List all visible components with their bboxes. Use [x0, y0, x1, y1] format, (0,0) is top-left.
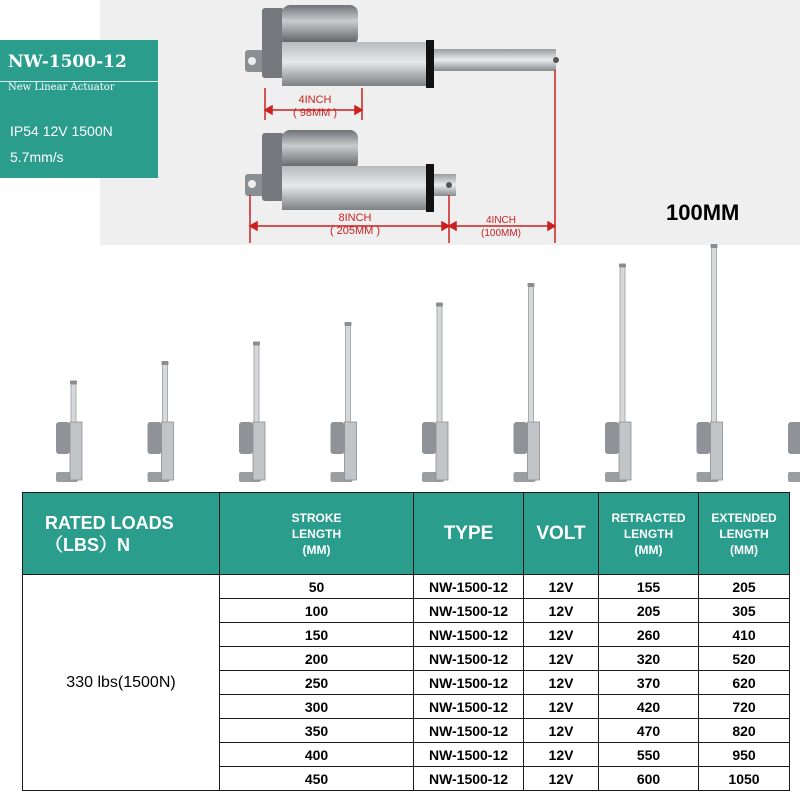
actuator-rod — [71, 383, 76, 423]
actuator-rod — [529, 285, 534, 422]
actuator-tube — [619, 422, 631, 480]
header-extended-length — [699, 493, 790, 575]
type-cell: NW-1500-12 — [414, 767, 524, 791]
extended-cell: 620 — [699, 671, 790, 695]
volt-cell: 12V — [524, 575, 599, 599]
type-cell: NW-1500-12 — [414, 671, 524, 695]
extended-cell: 305 — [699, 599, 790, 623]
extended-cell: 410 — [699, 623, 790, 647]
type-cell: NW-1500-12 — [414, 599, 524, 623]
header-text: (MM) — [730, 542, 758, 557]
volt-cell: 12V — [524, 623, 599, 647]
table-header-row — [23, 493, 790, 575]
extended-cell: 950 — [699, 743, 790, 767]
volt-cell: 12V — [524, 719, 599, 743]
actuator-tube — [711, 422, 723, 480]
type-cell: NW-1500-12 — [414, 623, 524, 647]
extended-cell: 205 — [699, 575, 790, 599]
actuator-rod — [437, 305, 442, 423]
header-rated-loads — [23, 493, 220, 575]
stroke-cell: 400 — [220, 743, 414, 767]
actuator-motor — [56, 422, 70, 454]
volt-cell: 12V — [524, 743, 599, 767]
header-text: LENGTH — [623, 526, 674, 541]
retracted-cell: 370 — [599, 671, 699, 695]
stroke-cell: 450 — [220, 767, 414, 791]
actuator-tube — [436, 422, 448, 480]
actuator-motor — [514, 422, 528, 454]
actuator-rod-end — [70, 381, 77, 385]
header-text: RATED LOADS — [45, 512, 174, 533]
retracted-cell: 550 — [599, 743, 699, 767]
actuator-rod-end — [711, 244, 718, 248]
dim-inch-text: 4INCH — [485, 215, 516, 226]
extended-cell: 520 — [699, 647, 790, 671]
stroke-cell: 250 — [220, 671, 414, 695]
type-cell: NW-1500-12 — [414, 719, 524, 743]
actuator-motor — [605, 422, 619, 454]
actuator-rod-end — [436, 303, 443, 307]
retracted-cell: 420 — [599, 695, 699, 719]
actuator-rod-end — [528, 283, 535, 287]
actuator-motor — [788, 422, 800, 454]
header-text: EXTENDED — [711, 510, 777, 525]
type-cell: NW-1500-12 — [414, 575, 524, 599]
actuator-mount — [788, 472, 800, 482]
header-stroke-length — [220, 493, 414, 575]
actuator-motor — [697, 422, 711, 454]
type-cell: NW-1500-12 — [414, 695, 524, 719]
dim-inch-text: 4INCH — [298, 94, 332, 106]
stroke-cell: 50 — [220, 575, 414, 599]
dim-inch-text: 8INCH — [338, 212, 372, 224]
header-text: （LBS）N — [45, 534, 130, 555]
retracted-cell: 205 — [599, 599, 699, 623]
volt-cell: 12V — [524, 671, 599, 695]
product-model-title: NW-1500-12 — [8, 52, 127, 72]
volt-cell: 12V — [524, 767, 599, 791]
stroke-cell: 350 — [220, 719, 414, 743]
table-row — [23, 575, 790, 599]
actuator-rod-end — [619, 264, 626, 268]
rated-load-cell: 330 lbs(1500N) — [23, 575, 220, 791]
actuator-tube — [528, 422, 540, 480]
header-retracted-length — [599, 493, 699, 575]
extended-cell: 720 — [699, 695, 790, 719]
spec-line: IP54 12V 1500N — [10, 123, 113, 139]
extended-cell: 820 — [699, 719, 790, 743]
spec-table — [22, 492, 790, 791]
volt-cell: 12V — [524, 599, 599, 623]
header-type: TYPE — [414, 493, 524, 575]
header-text: LENGTH — [719, 526, 769, 541]
header-text: STROKE — [291, 510, 342, 525]
stroke-size-label: 100MM — [666, 200, 740, 225]
actuator-tube — [70, 422, 82, 480]
type-cell: NW-1500-12 — [414, 743, 524, 767]
actuator-motor — [331, 422, 345, 454]
actuator-rod — [712, 246, 717, 422]
actuator-tube — [162, 422, 174, 480]
retracted-cell: 320 — [599, 647, 699, 671]
spec-table-body — [23, 575, 790, 791]
spec-line: 5.7mm/s — [10, 149, 64, 165]
actuator-rod — [620, 266, 625, 423]
retracted-cell: 155 — [599, 575, 699, 599]
stroke-cell: 150 — [220, 623, 414, 647]
dim-mm-text: ( 205MM ) — [329, 225, 381, 237]
actuator-rod-end — [162, 361, 169, 365]
header-text: RETRACTED — [611, 510, 686, 525]
actuator-motor — [148, 422, 162, 454]
actuator-rod-end — [345, 322, 352, 326]
stroke-cell: 300 — [220, 695, 414, 719]
dim-mm-text: (100MM) — [480, 228, 521, 239]
stroke-cell: 200 — [220, 647, 414, 671]
volt-cell: 12V — [524, 695, 599, 719]
header-text: (MM) — [302, 542, 331, 557]
actuator-tube — [345, 422, 357, 480]
header-volt: VOLT — [524, 493, 599, 575]
dim-mm-text: ( 98MM ) — [293, 107, 337, 119]
actuator-motor — [239, 422, 253, 454]
product-subtitle: New Linear Actuator — [8, 82, 115, 93]
actuator-rod — [163, 363, 168, 422]
type-cell: NW-1500-12 — [414, 647, 524, 671]
retracted-cell: 600 — [599, 767, 699, 791]
stroke-cell: 100 — [220, 599, 414, 623]
actuator-rod — [254, 344, 259, 423]
retracted-cell: 260 — [599, 623, 699, 647]
header-text: (MM) — [634, 542, 663, 557]
actuator-rod-end — [253, 342, 260, 346]
actuator-tube — [253, 422, 265, 480]
header-text: LENGTH — [291, 526, 342, 541]
volt-cell: 12V — [524, 647, 599, 671]
actuator-motor — [422, 422, 436, 454]
retracted-cell: 470 — [599, 719, 699, 743]
actuator-rod — [346, 324, 351, 422]
extended-cell: 1050 — [699, 767, 790, 791]
